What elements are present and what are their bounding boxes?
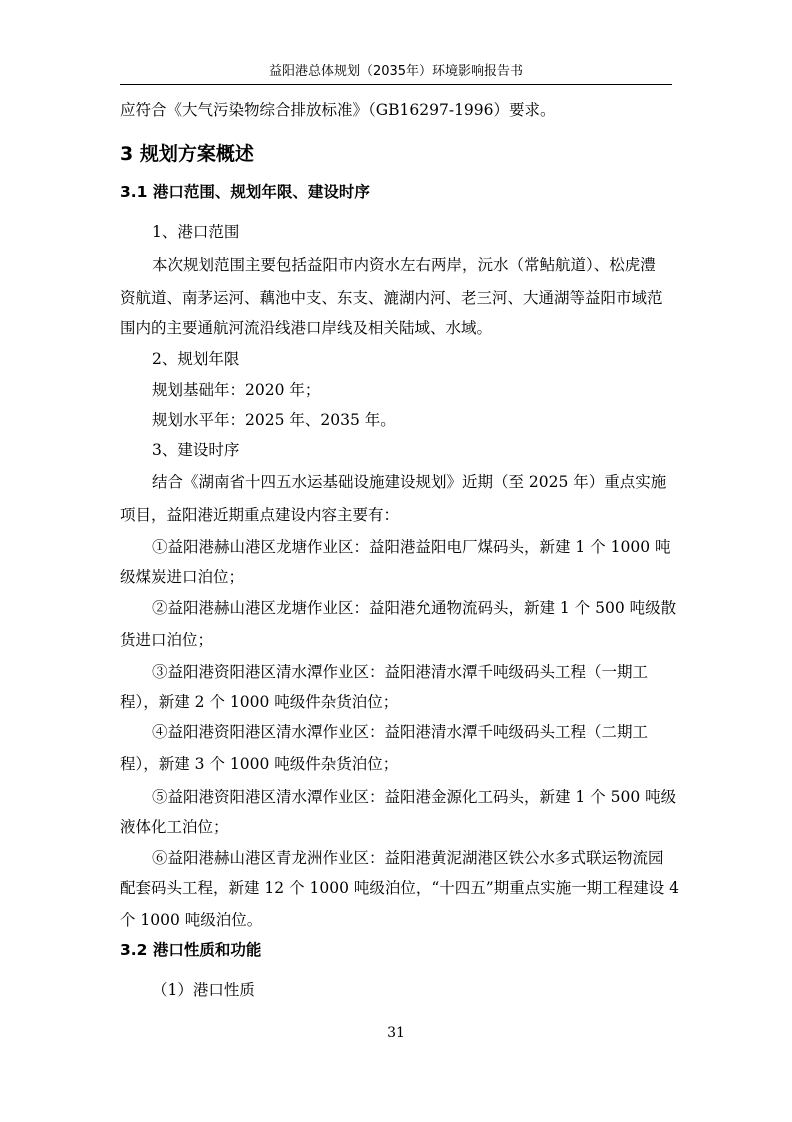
paragraph-line: 结合《湖南省十四五水运基础设施建设规划》近期（至 2025 年）重点实施 (152, 473, 667, 491)
list-item: ②益阳港赫山港区龙塘作业区：益阳港允通物流码头，新建 1 个 500 吨级散 (152, 599, 677, 617)
list-item: 配套码头工程，新建 12 个 1000 吨级泊位，“十四五”期重点实施一期工程建设 4 (120, 879, 680, 897)
paragraph-line: 围内的主要通航河流沿线港口岸线及相关陆域、水域。 (120, 319, 493, 337)
paragraph-line: 资航道、南茅运河、藕池中支、东支、漉湖内河、老三河、大通湖等益阳市域范 (120, 289, 663, 307)
list-item: ④益阳港资阳港区清水潭作业区：益阳港清水潭千吨级码头工程（二期工 (152, 723, 649, 741)
paragraph-line: 规划基础年：2020 年； (152, 381, 321, 399)
list-item: 个 1000 吨级泊位。 (120, 911, 263, 929)
list-item: 程），新建 2 个 1000 吨级件杂货泊位； (120, 693, 399, 711)
item-heading: 2、规划年限 (152, 350, 240, 368)
list-item: ⑤益阳港资阳港区清水潭作业区：益阳港金源化工码头，新建 1 个 500 吨级 (152, 788, 677, 806)
header-rule (120, 84, 672, 85)
paragraph-line: 规划水平年：2025 年、2035 年。 (152, 411, 396, 429)
paragraph-line: 应符合《大气污染物综合排放标准》（GB16297-1996）要求。 (120, 101, 556, 119)
list-item: ①益阳港赫山港区龙塘作业区：益阳港益阳电厂煤码头，新建 1 个 1000 吨 (152, 538, 671, 556)
running-header: 益阳港总体规划（2035年）环境影响报告书 (268, 64, 524, 79)
list-item: 程），新建 3 个 1000 吨级件杂货泊位； (120, 755, 399, 773)
paragraph-line: 本次规划范围主要包括益阳市内资水左右两岸，沅水（常鲇航道）、松虎澧 (152, 256, 656, 274)
item-heading: （1）港口性质 (152, 981, 255, 999)
paragraph-line: 项目，益阳港近期重点建设内容主要有： (120, 506, 400, 524)
item-heading: 3、建设时序 (152, 441, 240, 459)
list-item: 液体化工泊位； (120, 818, 229, 836)
item-heading: 1、港口范围 (152, 223, 240, 241)
subsection-heading: 3.1 港口范围、规划年限、建设时序 (120, 183, 370, 201)
page-number: 31 (387, 1025, 405, 1041)
subsection-heading: 3.2 港口性质和功能 (120, 941, 262, 959)
list-item: ③益阳港资阳港区清水潭作业区：益阳港清水潭千吨级码头工程（一期工 (152, 663, 649, 681)
list-item: ⑥益阳港赫山港区青龙洲作业区：益阳港黄泥湖港区铁公水多式联运物流园 (152, 849, 664, 867)
section-heading: 3 规划方案概述 (120, 143, 254, 165)
list-item: 级煤炭进口泊位； (120, 568, 245, 586)
list-item: 货进口泊位； (120, 631, 214, 649)
